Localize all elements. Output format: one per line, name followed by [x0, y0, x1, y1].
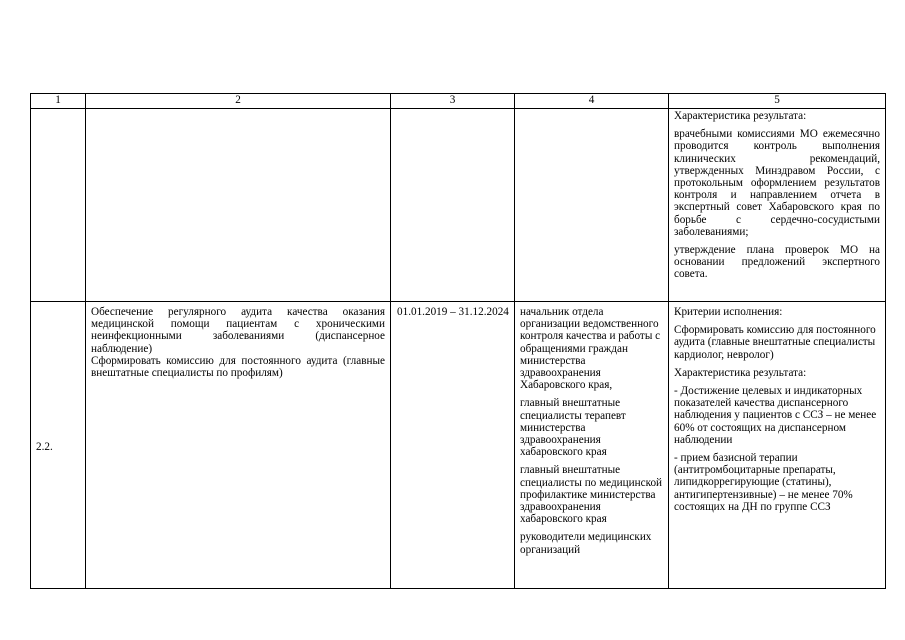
header-col-3: 3: [391, 94, 515, 109]
row2-activity-cell: [86, 302, 391, 589]
table-row: [31, 109, 886, 302]
responsible-paragraph: начальник отдела организации ведомственного контроля качества и работы с обращениями граждан министерства здравоохранения Хабаровского края,: [520, 306, 661, 392]
row1-dates-cell: [391, 109, 515, 302]
header-col-1: 1: [31, 94, 86, 109]
result-heading: Характеристика результата:: [674, 366, 807, 379]
row2-result-cell: [669, 302, 886, 589]
criteria-paragraph: Сформировать комиссию для постоянного аудита (главные внештатные специалисты кардиолог, невролог): [674, 324, 876, 361]
plan-table: [30, 93, 886, 589]
row2-responsible-cell: [515, 302, 669, 589]
result-paragraph: врачебными комиссиями МО ежемесячно проводится контроль выполнения клинических рекомендаций, утвержденных Минздравом России, с протокольным оформлением результатов контроля и направлением отчета в экспертный совет Хабаровского края по борьбе с сердечно-сосудистыми заболеваниями;: [674, 128, 880, 238]
responsible-paragraph: главный внештатные специалисты терапевт министерства здравоохранения хабаровского края: [520, 397, 626, 459]
row1-result-cell: [669, 109, 886, 302]
criteria-heading: Критерии исполнения:: [674, 306, 783, 318]
row1-number-cell: [31, 109, 86, 302]
header-col-5: 5: [669, 94, 886, 109]
row2-dates-cell: 01.01.2019 – 31.12.2024: [391, 302, 515, 589]
activity-paragraph: Сформировать комиссию для постоянного аудита (главные внештатные специалисты по профилям): [91, 354, 385, 380]
result-paragraph: утверждение плана проверок МО на основании предложений экспертного совета.: [674, 244, 880, 281]
row1-responsible-cell: [515, 109, 669, 302]
activity-paragraph: Обеспечение регулярного аудита качества оказания медицинской помощи пациентам с хроническими неинфекционными заболеваниями (диспансерное наблюдение): [91, 306, 385, 355]
result-paragraph: - прием базисной терапии (антитромбоцитарные препараты, липидкоррегирующие (статины), антигипертензивные) – не менее 70% состоящих на ДН по группе ССЗ: [674, 452, 853, 513]
result-paragraph: - Достижение целевых и индикаторных показателей качества диспансерного наблюдения у пациентов с ССЗ – не менее 60% от состоящих на диспансерном наблюдении: [674, 385, 877, 446]
header-col-4: 4: [515, 94, 669, 109]
row1-activity-cell: [86, 109, 391, 302]
table-row: [31, 302, 886, 589]
row2-number-cell: 2.2.: [31, 302, 86, 589]
responsible-paragraph: руководители медицинских организаций: [520, 531, 652, 556]
header-row: [31, 94, 886, 109]
header-col-2: 2: [86, 94, 391, 109]
result-heading: Характеристика результата:: [674, 110, 807, 122]
responsible-paragraph: главный внештатные специалисты по медицинской профилактике министерства здравоохранения хабаровского края: [520, 464, 663, 526]
